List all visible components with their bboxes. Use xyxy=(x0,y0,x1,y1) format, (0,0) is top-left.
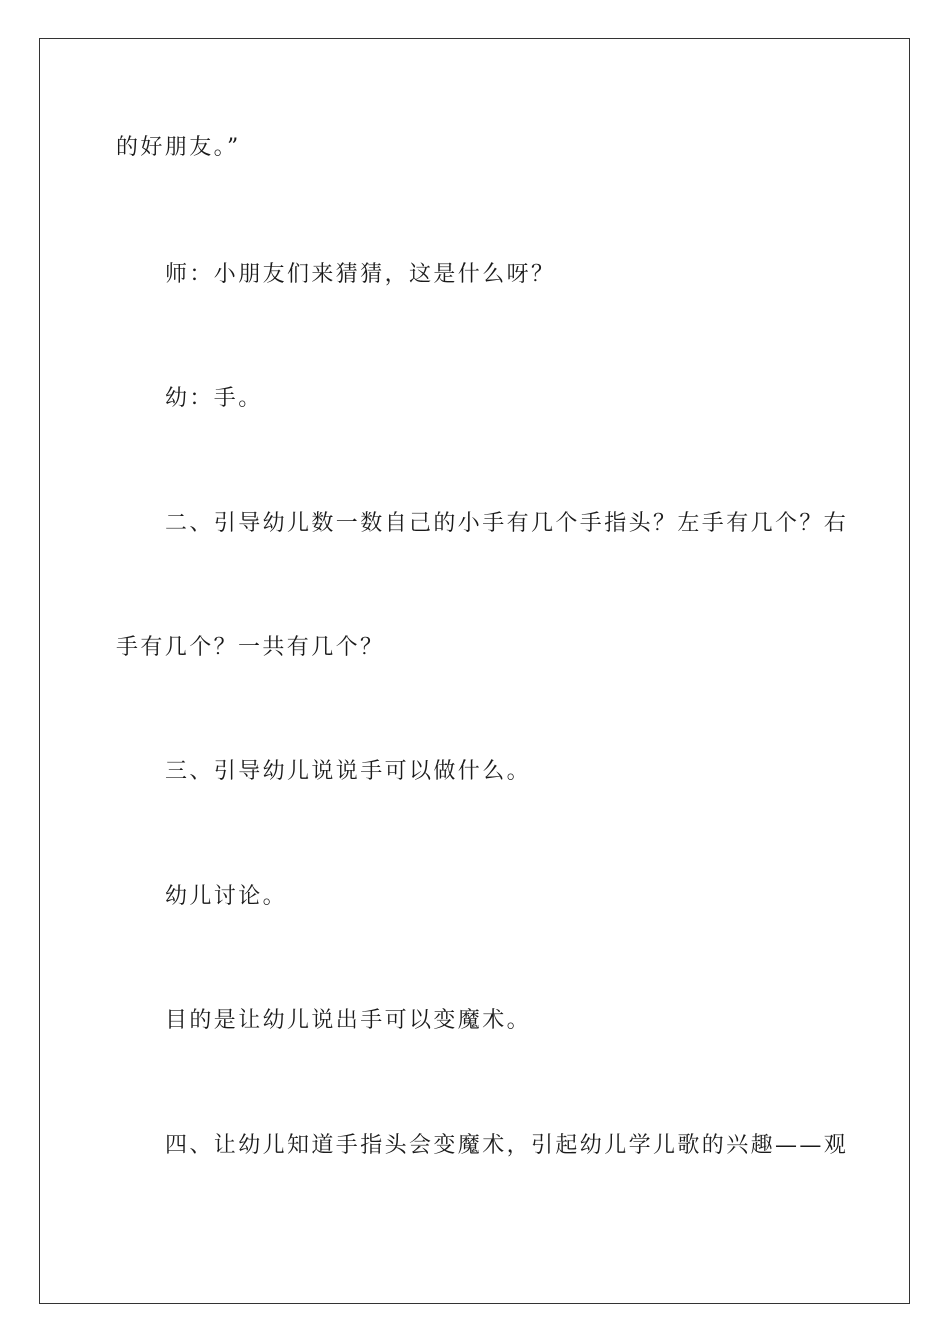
text-line-1: 的好朋友。” xyxy=(116,135,241,160)
text-line-5: 手有几个？一共有几个？ xyxy=(116,635,385,660)
text-line-4: 二、引导幼儿数一数自己的小手有几个手指头？左手有几个？右 xyxy=(165,511,849,536)
text-line-6: 三、引导幼儿说说手可以做什么。 xyxy=(165,759,532,784)
text-line-9: 四、让幼儿知道手指头会变魔术，引起幼儿学儿歌的兴趣——观 xyxy=(165,1133,849,1158)
text-line-3: 幼：手。 xyxy=(165,386,263,411)
text-line-8: 目的是让幼儿说出手可以变魔术。 xyxy=(165,1008,532,1033)
text-line-7: 幼儿讨论。 xyxy=(165,884,288,909)
text-line-2: 师：小朋友们来猜猜，这是什么呀？ xyxy=(165,262,556,287)
page-border xyxy=(39,38,910,1304)
